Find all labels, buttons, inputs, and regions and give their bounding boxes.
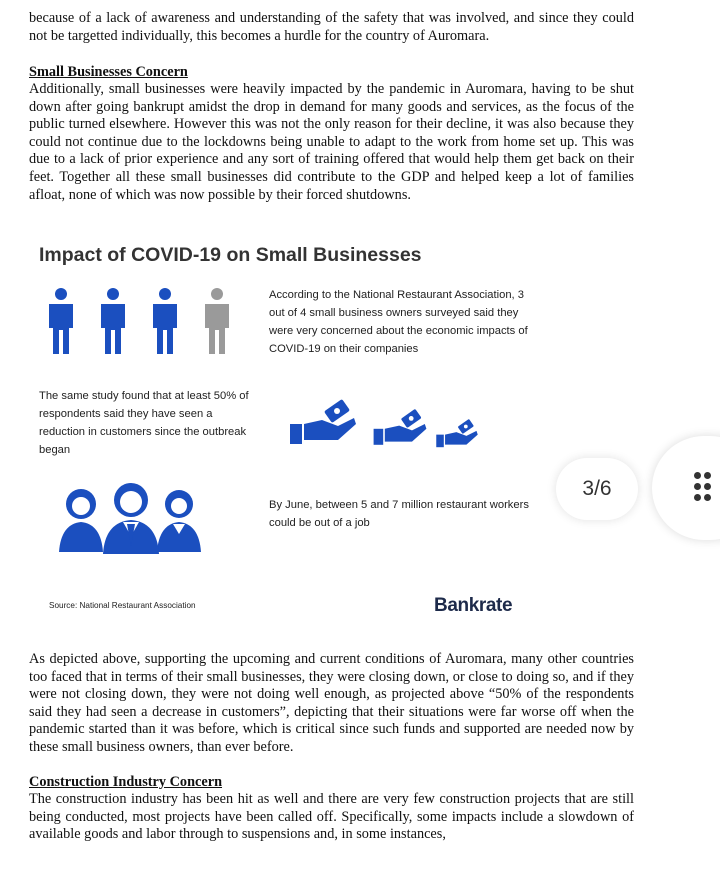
infographic-source: Source: National Restaurant Association <box>49 601 196 610</box>
person-icon <box>153 288 177 354</box>
fact-customer-reduction: The same study found that at least 50% of respondents said they have seen a reduction in customers since the outbreak began <box>39 390 249 456</box>
owner-figures <box>45 288 245 358</box>
fact-job-losses: By June, between 5 and 7 million restaurant workers could be out of a job <box>269 499 529 529</box>
construction-heading: Construction Industry Concern <box>29 774 223 790</box>
group-people-icon <box>57 484 217 554</box>
small-business-paragraph: Additionally, small businesses were heavily impacted by the pandemic in Auromara, having to be shut down after going bankrupt amidst the drop in demand for many goods and services, as the focus of the public turned elsewhere. However this was not the only reason for their decline, it was also because they could not continue due to the lockdowns being unable to adapt to the work from home set up. This was due to a lack of prior experience and any sort of training offered that would help them get back on their feet. Together all these small businesses did contribute to the GDP and helped keep a lot of families afloat, none of which was now possible by their forced shutdowns. <box>29 81 634 203</box>
person-icon <box>205 288 229 354</box>
intro-paragraph: because of a lack of awareness and understanding of the safety that was involved, and since they could not be targetted individually, this becomes a hurdle for the country of Auromara. <box>29 10 634 44</box>
menu-button[interactable] <box>652 436 720 540</box>
page-indicator: 3/6 <box>556 458 638 520</box>
hand-money-icon <box>372 408 428 448</box>
hand-money-icon <box>435 418 479 450</box>
fact-owners-concerned: According to the National Restaurant Association, 3 out of 4 small business owners surveyed said they were very concerned about the economic impacts of COVID-19 on their companies <box>269 289 528 355</box>
covid-infographic <box>29 232 639 632</box>
hand-money-icon <box>288 398 358 448</box>
bankrate-logo: Bankrate <box>434 595 513 616</box>
infographic-title: Impact of COVID-19 on Small Businesses <box>39 244 422 266</box>
construction-paragraph: The construction industry has been hit as well and there are very few construction projects that are still being conducted, most projects have been called off. Specifically, some impacts include a slowdown of available goods and labor through to suspensions and, in some instances, <box>29 791 634 843</box>
small-business-heading: Small Businesses Concern <box>29 64 188 80</box>
person-icon <box>101 288 125 354</box>
analysis-paragraph: As depicted above, supporting the upcoming and current conditions of Auromara, many other countries too faced that in terms of their small businesses, they were closing down, or close to doing so, and if they were not closing down, they were not doing well enough, as projected above “50% of the respondents said they had seen a decrease in customers”, depicting that their situations were far worse off when the pandemic started than it was before, which is critical since such funds and supported are needed now by these small business owners, than ever before. <box>29 651 634 755</box>
person-icon <box>49 288 73 354</box>
